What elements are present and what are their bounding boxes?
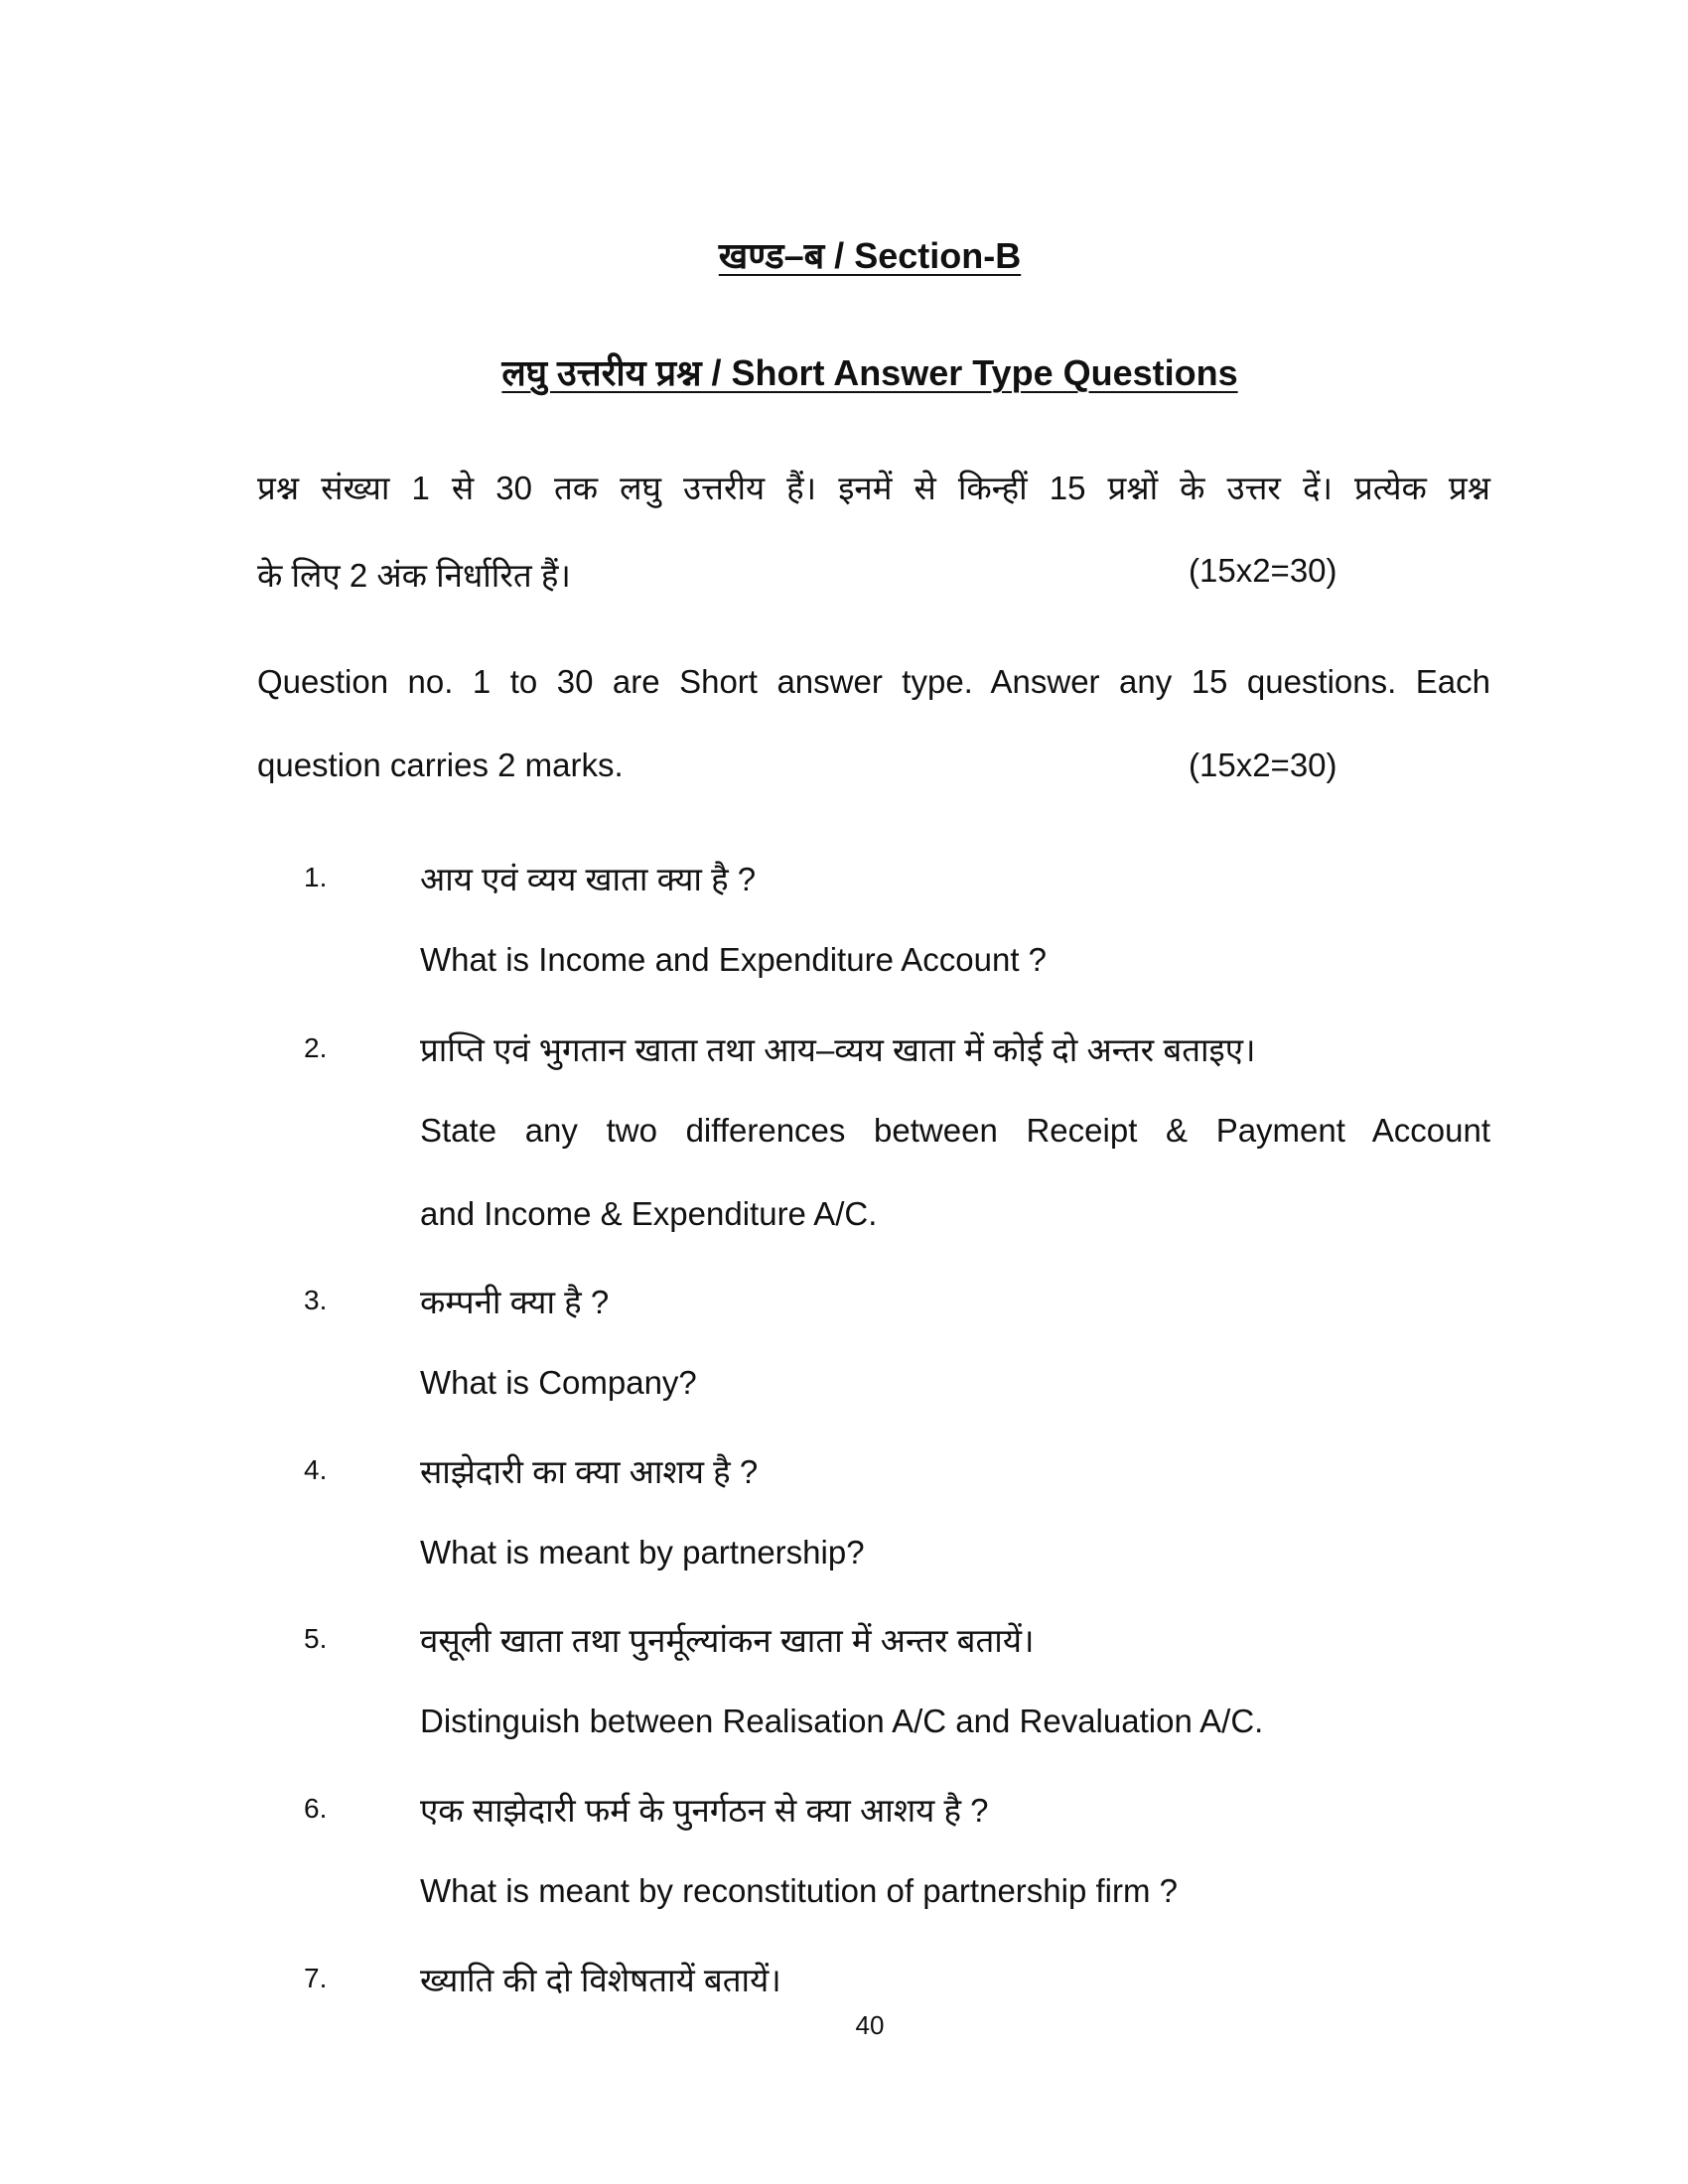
subsection-heading: लघु उत्तरीय प्रश्न / Short Answer Type Questions — [501, 352, 1238, 393]
question-hindi: ख्याति की दो विशेषतायें बतायें। — [420, 1962, 781, 1998]
question-english-line: and Income & Expenditure A/C. — [420, 1195, 878, 1232]
question-hindi: साझेदारी का क्या आशय है ? — [420, 1453, 759, 1490]
question-number: 4. — [304, 1454, 328, 1485]
question-english-line: State any two differences between Receipt & Payment Account — [420, 1112, 1490, 1149]
question-number: 1. — [304, 862, 328, 892]
question-hindi: प्राप्ति एवं भुगतान खाता तथा आय–व्यय खाता में कोई दो अन्तर बताइए। — [420, 1031, 1256, 1068]
question-number: 6. — [304, 1793, 328, 1824]
instructions-hindi-line-2: के लिए 2 अंक निर्धारित हैं। — [257, 557, 571, 594]
question-hindi: एक साझेदारी फर्म के पुनर्गठन से क्या आशय है ? — [420, 1792, 989, 1829]
question-english-line: What is Company? — [420, 1364, 697, 1401]
instructions-english-marks: (15x2=30) — [1189, 747, 1337, 783]
instructions-hindi-line-1: प्रश्न संख्या 1 से 30 तक लघु उत्तरीय हैं। इनमें से किन्हीं 15 प्रश्नों के उत्तर दें। प्रत्येक प्रश्न — [257, 470, 1490, 506]
question-hindi: वसूली खाता तथा पुनर्मूल्यांकन खाता में अन्तर बतायें। — [420, 1622, 1035, 1659]
question-hindi: आय एवं व्यय खाता क्या है ? — [420, 861, 757, 897]
question-english-line: What is meant by partnership? — [420, 1534, 865, 1570]
question-english-line: Distinguish between Realisation A/C and Revaluation A/C. — [420, 1703, 1264, 1739]
question-english-line: What is Income and Expenditure Account ? — [420, 941, 1048, 978]
instructions-english-line-2: question carries 2 marks. — [257, 747, 624, 783]
question-number: 3. — [304, 1285, 328, 1315]
page-number: 40 — [855, 2010, 885, 2040]
question-number: 7. — [304, 1963, 328, 1993]
question-number: 5. — [304, 1623, 328, 1654]
question-hindi: कम्पनी क्या है ? — [420, 1284, 610, 1320]
section-heading: खण्ड–ब / Section-B — [718, 235, 1022, 276]
instructions-hindi-marks: (15x2=30) — [1189, 552, 1337, 589]
question-number: 2. — [304, 1032, 328, 1063]
instructions-english-line-1: Question no. 1 to 30 are Short answer type. Answer any 15 questions. Each — [257, 663, 1490, 700]
question-english-line: What is meant by reconstitution of partnership firm ? — [420, 1872, 1178, 1909]
